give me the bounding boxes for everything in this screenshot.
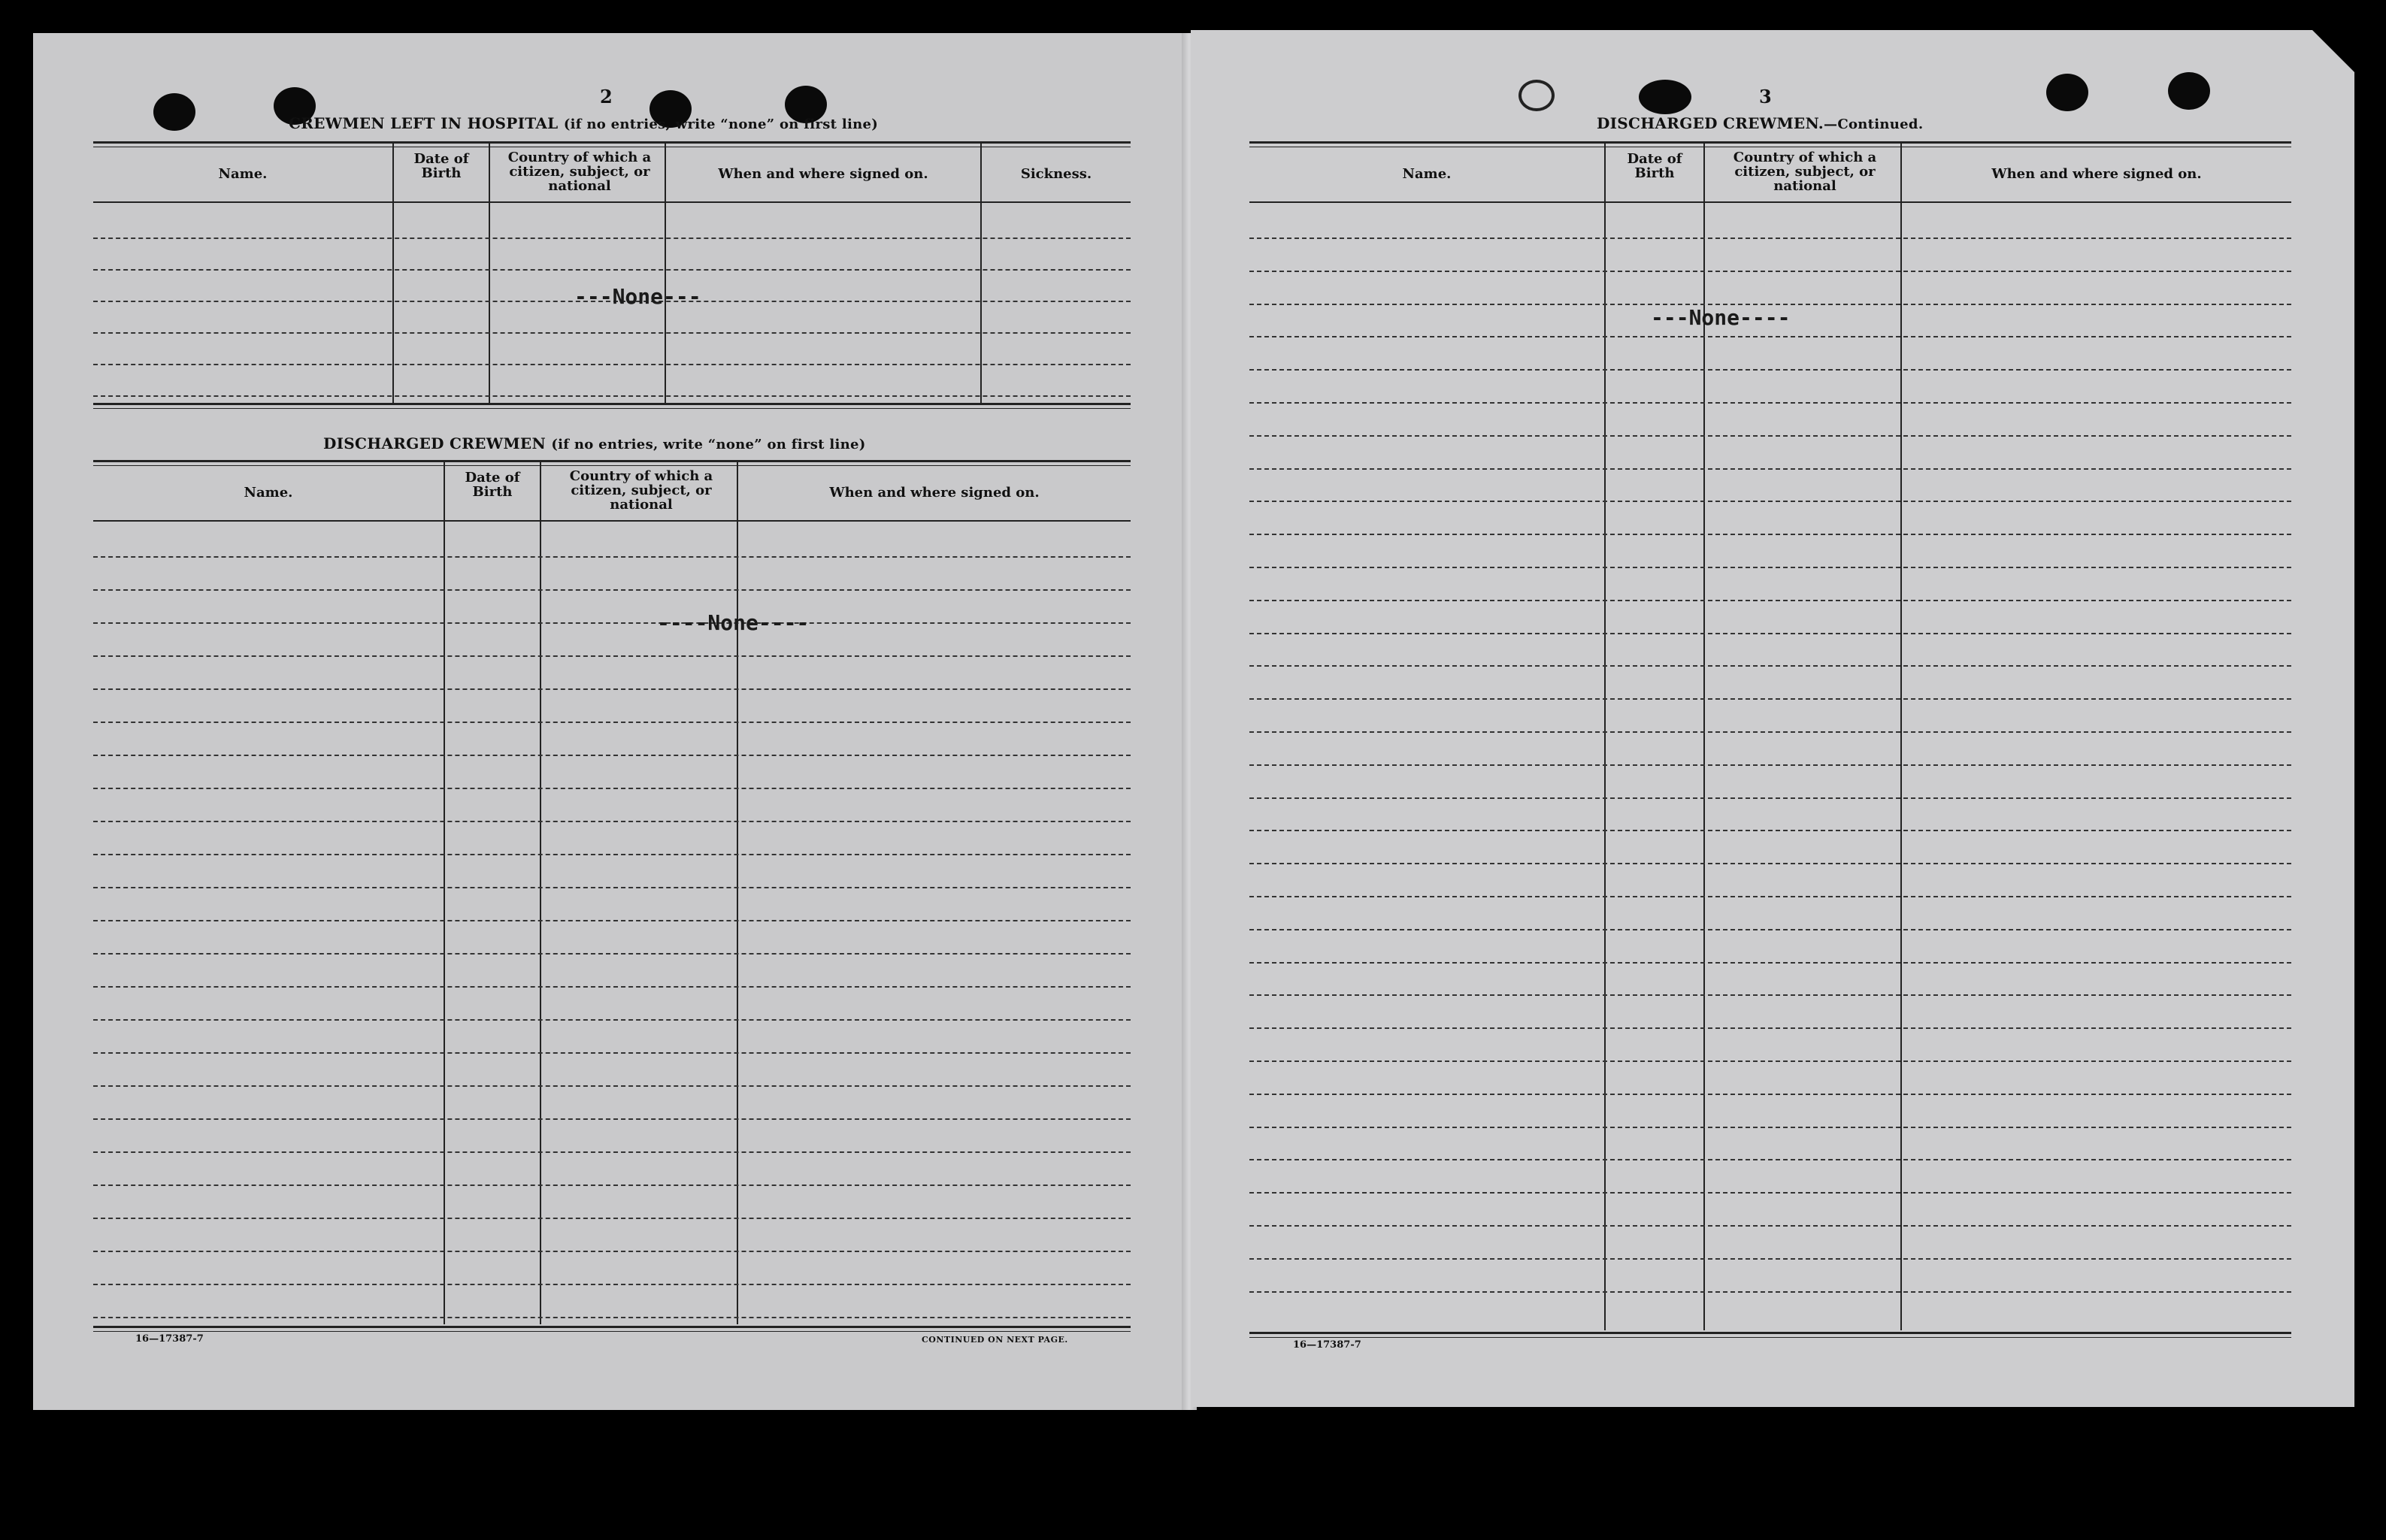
entry-line (93, 238, 1131, 239)
continued-title-text: DISCHARGED CREWMEN. (1597, 114, 1824, 132)
column-header-date-of-birth: Date of Birth (1627, 151, 1682, 181)
table-top-rule (1249, 141, 2291, 147)
entry-line (1249, 731, 2291, 733)
hospital-title-note: (if no entries, write “none” on first line) (563, 116, 879, 132)
entry-line (1249, 863, 2291, 864)
entry-line (1249, 1027, 2291, 1029)
table-bottom-rule (93, 403, 1131, 409)
form-number: 16—17387-7 (1293, 1339, 1361, 1351)
entry-line (1249, 468, 2291, 470)
discharged-section-title (323, 434, 866, 452)
table-bottom-rule (1249, 1332, 2291, 1338)
entry-line (93, 821, 1131, 822)
continued-title-suffix: —Continued. (1824, 116, 1924, 132)
header-rule (1249, 201, 2291, 203)
discharged-continued-table (1249, 141, 2291, 1359)
column-header-sickness: Sickness. (1020, 166, 1092, 182)
column-divider (1604, 141, 1606, 1330)
entry-line (93, 1317, 1131, 1318)
column-header-date-of-birth: Date of Birth (465, 470, 520, 500)
entry-line (93, 1284, 1131, 1285)
entry-line (1249, 1225, 2291, 1227)
entry-line (93, 332, 1131, 334)
entry-line (1249, 994, 2291, 996)
entry-line (93, 953, 1131, 955)
entry-line (93, 887, 1131, 888)
entry-line (93, 1251, 1131, 1252)
entry-line (1249, 534, 2291, 535)
entry-line (93, 622, 1131, 624)
entry-line (1249, 962, 2291, 964)
discharged-table (93, 460, 1131, 1362)
left-page (33, 33, 1191, 1410)
entry-line (93, 1118, 1131, 1120)
discharged-continued-entry-none: ---None---- (1651, 305, 1791, 330)
entry-line (1249, 402, 2291, 404)
entry-line (93, 986, 1131, 988)
entry-line (1249, 830, 2291, 831)
entry-line (1249, 896, 2291, 897)
column-header-country: Country of which a citizen, subject, or national (507, 150, 652, 194)
entry-line (93, 556, 1131, 558)
entry-line (1249, 1159, 2291, 1160)
entry-line (93, 1151, 1131, 1153)
entry-line (1249, 238, 2291, 239)
column-header-name: Name. (218, 166, 268, 182)
column-header-date-of-birth: Date of Birth (413, 151, 469, 181)
entry-line (93, 755, 1131, 756)
entry-line (93, 655, 1131, 657)
entry-line (1249, 369, 2291, 371)
entry-line (1249, 665, 2291, 667)
entry-line (93, 920, 1131, 921)
hospital-title-text: CREWMEN LEFT IN HOSPITAL (289, 114, 559, 132)
entry-line (1249, 1094, 2291, 1095)
column-header-signed-on: When and where signed on. (829, 485, 1040, 501)
folded-corner (2312, 30, 2354, 72)
entry-line (93, 1085, 1131, 1087)
column-header-signed-on: When and where signed on. (718, 166, 928, 182)
hospital-entry-none: ---None--- (574, 284, 701, 309)
hospital-table (93, 141, 1131, 442)
page-number: 3 (1759, 86, 1772, 107)
entry-line (93, 1184, 1131, 1186)
entry-line (1249, 633, 2291, 634)
entry-line (1249, 600, 2291, 601)
entry-line (1249, 435, 2291, 437)
form-number: 16—17387-7 (135, 1333, 204, 1345)
entry-line (93, 688, 1131, 690)
column-header-country: Country of which a citizen, subject, or national (1733, 150, 1877, 194)
entry-line (93, 1218, 1131, 1219)
header-rule (93, 201, 1131, 203)
entry-line (1249, 797, 2291, 799)
continued-note: CONTINUED ON NEXT PAGE. (922, 1335, 1068, 1345)
entry-line (1249, 501, 2291, 502)
discharged-entry-none: ----None---- (657, 610, 810, 635)
entry-line (93, 722, 1131, 723)
entry-line (93, 589, 1131, 591)
table-bottom-rule (93, 1326, 1131, 1332)
punch-hole (2046, 74, 2088, 111)
entry-line (93, 788, 1131, 789)
discharged-title-text: DISCHARGED CREWMEN (323, 434, 547, 452)
hospital-section-title (289, 114, 878, 132)
header-rule (93, 520, 1131, 522)
punch-hole (153, 93, 195, 131)
entry-line (1249, 1060, 2291, 1062)
column-divider (1900, 141, 1902, 1330)
entry-line (1249, 698, 2291, 700)
entry-line (1249, 271, 2291, 272)
punch-hole (1519, 80, 1555, 111)
table-top-rule (93, 141, 1131, 147)
entry-line (1249, 929, 2291, 930)
column-header-signed-on: When and where signed on. (1991, 166, 2202, 182)
discharged-title-note: (if no entries, write “none” on first line) (551, 437, 866, 452)
entry-line (1249, 1258, 2291, 1260)
table-top-rule (93, 460, 1131, 466)
entry-line (93, 854, 1131, 855)
entry-line (93, 1052, 1131, 1054)
punch-hole (2168, 72, 2210, 110)
entry-line (93, 1019, 1131, 1021)
discharged-continued-title (1597, 114, 1923, 132)
punch-hole (1639, 80, 1691, 114)
column-header-name: Name. (244, 485, 293, 501)
entry-line (93, 395, 1131, 397)
column-header-country: Country of which a citizen, subject, or national (569, 468, 713, 513)
entry-line (1249, 567, 2291, 568)
right-page (1191, 30, 2354, 1407)
entry-line (1249, 1291, 2291, 1293)
entry-line (93, 364, 1131, 365)
entry-line (1249, 1192, 2291, 1194)
entry-line (93, 269, 1131, 271)
column-header-name: Name. (1402, 166, 1452, 182)
entry-line (1249, 764, 2291, 766)
page-number: 2 (600, 86, 613, 107)
entry-line (1249, 1127, 2291, 1128)
entry-line (1249, 336, 2291, 337)
